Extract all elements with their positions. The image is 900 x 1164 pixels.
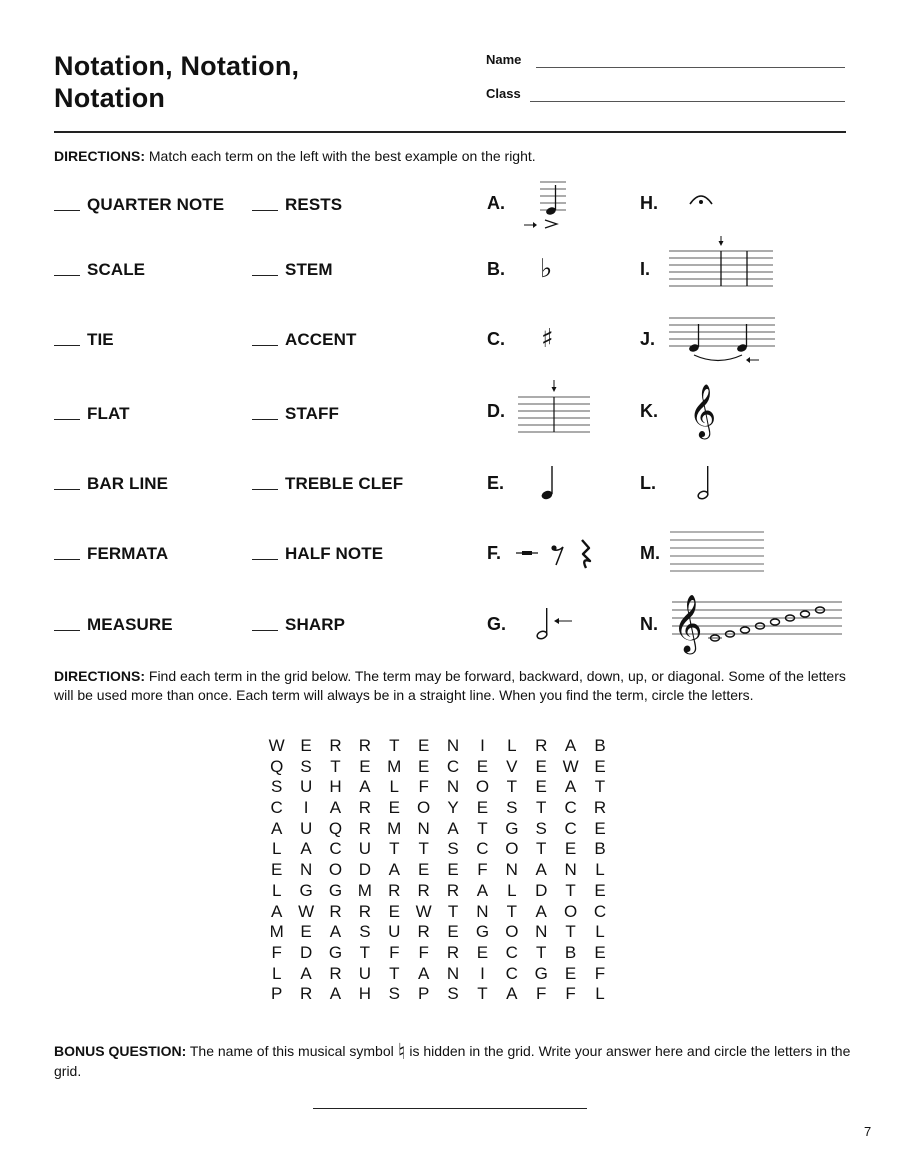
grid-letter[interactable]: E — [594, 942, 606, 962]
grid-letter[interactable]: T — [536, 798, 547, 818]
term-label: SCALE — [87, 260, 146, 279]
grid-letter[interactable]: S — [388, 984, 400, 1004]
grid-letter[interactable]: T — [594, 777, 606, 797]
bonus-text-after: is hidden in the grid. Write your answer here and circle the letters in the grid. — [54, 1043, 851, 1079]
grid-letter[interactable]: M — [387, 818, 402, 838]
grid-letter[interactable]: E — [417, 756, 430, 776]
quarter-note-icon — [540, 464, 560, 504]
grid-row — [262, 736, 615, 757]
grid-letter[interactable]: O — [475, 777, 490, 797]
grid-row — [262, 964, 615, 985]
sharp-icon: ♯ — [541, 324, 554, 354]
answer-blank[interactable] — [54, 559, 80, 560]
grid-letter[interactable]: C — [446, 756, 460, 776]
grid-letter[interactable]: A — [329, 798, 342, 818]
grid-letter[interactable]: N — [446, 963, 460, 983]
grid-letter[interactable]: A — [506, 984, 518, 1004]
grid-letter[interactable]: A — [329, 984, 342, 1004]
grid-letter[interactable]: A — [329, 922, 342, 942]
grid-letter[interactable]: R — [329, 901, 342, 921]
grid-letter[interactable]: E — [476, 798, 489, 818]
answer-blank[interactable] — [252, 419, 278, 420]
grid-letter[interactable]: S — [447, 839, 459, 859]
bar-line-example-icon — [667, 236, 777, 292]
grid-row — [262, 839, 615, 860]
answer-blank[interactable] — [252, 559, 278, 560]
grid-letter[interactable]: R — [446, 880, 460, 900]
word-search-grid[interactable] — [262, 736, 615, 1005]
half-note-icon — [696, 464, 716, 504]
grid-letter[interactable]: E — [594, 818, 606, 838]
grid-letter[interactable]: E — [594, 880, 606, 900]
grid-letter[interactable]: E — [535, 756, 547, 776]
grid-letter[interactable]: F — [389, 942, 400, 962]
class-label: Class — [486, 86, 521, 101]
answer-blank[interactable] — [54, 489, 80, 490]
grid-letter[interactable]: R — [329, 963, 342, 983]
grid-letter[interactable]: U — [388, 922, 401, 942]
grid-letter[interactable]: I — [480, 963, 485, 983]
term-label: SHARP — [285, 615, 346, 634]
name-label: Name — [486, 52, 522, 67]
term-item[interactable] — [252, 330, 356, 350]
grid-letter[interactable]: N — [535, 922, 548, 942]
grid-letter[interactable]: W — [298, 901, 315, 921]
title-line-2: Notation — [54, 83, 166, 113]
grid-letter[interactable]: E — [417, 736, 430, 755]
stem-example-icon — [534, 604, 578, 644]
grid-letter[interactable]: F — [565, 984, 576, 1004]
example-letter-k: K. — [640, 401, 658, 421]
grid-row — [262, 881, 615, 902]
grid-letter[interactable]: U — [358, 963, 371, 983]
example-letter-j: J. — [640, 329, 656, 349]
grid-letter[interactable]: R — [358, 901, 371, 921]
grid-letter[interactable]: A — [535, 860, 547, 880]
grid-letter[interactable]: E — [388, 901, 400, 921]
whole-rest-icon — [514, 543, 540, 565]
term-label: FERMATA — [87, 544, 169, 563]
page-title — [54, 50, 299, 114]
term-item[interactable] — [252, 404, 339, 424]
answer-blank[interactable] — [54, 419, 80, 420]
grid-letter[interactable]: M — [387, 756, 402, 776]
eighth-rest-icon — [550, 542, 566, 568]
grid-letter[interactable]: O — [328, 860, 343, 880]
grid-row — [262, 984, 615, 1005]
term-item[interactable] — [54, 260, 145, 280]
term-item[interactable] — [54, 404, 130, 424]
answer-blank[interactable] — [252, 630, 278, 631]
example-letter-g: G. — [487, 614, 507, 634]
grid-letter[interactable]: D — [299, 942, 313, 962]
term-label: ACCENT — [285, 330, 357, 349]
grid-letter[interactable]: A — [271, 818, 283, 838]
grid-row — [262, 819, 615, 840]
term-label: STAFF — [285, 404, 340, 423]
term-item[interactable] — [54, 615, 173, 635]
grid-letter[interactable]: T — [506, 901, 518, 921]
grid-row — [262, 777, 615, 798]
grid-letter[interactable]: I — [303, 798, 309, 818]
grid-letter[interactable]: E — [447, 860, 459, 880]
term-item[interactable] — [54, 330, 114, 350]
grid-letter[interactable]: A — [447, 818, 459, 838]
grid-letter[interactable]: L — [271, 963, 282, 983]
grid-letter[interactable]: O — [505, 922, 519, 942]
grid-letter[interactable]: A — [417, 963, 430, 983]
example-letter-a: A. — [487, 193, 505, 213]
name-line[interactable] — [536, 67, 845, 68]
grid-row — [262, 943, 615, 964]
grid-letter[interactable]: S — [359, 922, 371, 942]
grid-letter[interactable]: D — [535, 880, 548, 900]
svg-text:𝄞: 𝄞 — [673, 594, 703, 652]
grid-letter[interactable]: R — [358, 736, 371, 755]
measure-example-icon — [668, 528, 768, 574]
grid-letter[interactable]: E — [300, 736, 312, 755]
grid-letter[interactable]: C — [505, 963, 518, 983]
directions-word-search — [54, 667, 846, 705]
example-letter-n: N. — [640, 614, 658, 634]
grid-letter[interactable]: E — [594, 756, 606, 776]
grid-letter[interactable]: Q — [328, 818, 343, 838]
staff-example-icon — [516, 380, 594, 440]
grid-letter[interactable]: A — [388, 860, 400, 880]
term-item[interactable] — [54, 474, 168, 494]
grid-letter[interactable]: E — [417, 860, 430, 880]
grid-letter[interactable]: N — [476, 901, 489, 921]
answer-blank[interactable] — [54, 210, 80, 211]
grid-letter[interactable]: T — [565, 880, 576, 900]
grid-letter[interactable]: T — [359, 942, 371, 962]
grid-letter[interactable]: U — [358, 839, 371, 859]
grid-letter[interactable]: S — [506, 798, 518, 818]
grid-letter[interactable]: G — [475, 922, 490, 942]
grid-letter[interactable]: M — [357, 880, 372, 900]
class-line[interactable] — [530, 101, 845, 102]
example-letter-b: B. — [487, 259, 505, 279]
grid-letter[interactable]: C — [505, 942, 518, 962]
grid-row — [262, 798, 615, 819]
grid-letter[interactable]: E — [476, 756, 489, 776]
grid-letter[interactable]: P — [271, 984, 283, 1004]
grid-letter[interactable]: T — [418, 839, 429, 859]
directions-label: DIRECTIONS: — [54, 148, 145, 164]
grid-letter[interactable]: W — [415, 901, 432, 921]
grid-letter[interactable]: F — [418, 777, 429, 797]
grid-letter[interactable]: R — [299, 984, 313, 1004]
grid-letter[interactable]: R — [417, 922, 430, 942]
grid-letter[interactable]: E — [447, 922, 459, 942]
directions-matching — [54, 147, 846, 166]
term-item[interactable] — [252, 544, 383, 564]
scale-example-icon — [670, 592, 846, 650]
grid-letter[interactable]: A — [564, 777, 577, 797]
grid-letter[interactable]: V — [506, 756, 518, 776]
grid-letter[interactable]: R — [417, 880, 430, 900]
answer-blank[interactable] — [54, 345, 80, 346]
grid-letter[interactable]: A — [564, 736, 577, 755]
directions-label: DIRECTIONS: — [54, 668, 145, 684]
grid-letter[interactable]: N — [446, 777, 460, 797]
grid-letter[interactable]: B — [564, 942, 577, 962]
bonus-text-before: The name of this musical symbol — [186, 1043, 398, 1059]
name-field[interactable] — [486, 52, 521, 67]
grid-letter[interactable]: Y — [447, 798, 459, 818]
term-label: FLAT — [87, 404, 130, 423]
grid-letter[interactable]: R — [446, 942, 460, 962]
header-rule — [54, 131, 846, 133]
natural-icon: ♮ — [397, 1040, 406, 1065]
grid-letter[interactable]: G — [328, 942, 343, 962]
grid-letter[interactable]: T — [389, 839, 400, 859]
grid-letter[interactable]: U — [299, 777, 313, 797]
grid-letter[interactable]: G — [299, 880, 313, 900]
answer-blank[interactable] — [252, 275, 278, 276]
grid-letter[interactable]: E — [359, 756, 371, 776]
grid-letter[interactable]: O — [417, 798, 431, 818]
grid-letter[interactable]: T — [447, 901, 459, 921]
class-field[interactable] — [486, 86, 521, 101]
example-letter-e: E. — [487, 473, 505, 493]
grid-letter[interactable]: H — [358, 984, 371, 1004]
grid-letter[interactable]: F — [536, 984, 547, 1004]
answer-blank[interactable] — [252, 345, 278, 346]
grid-letter[interactable]: N — [446, 736, 460, 755]
grid-letter[interactable]: F — [594, 963, 606, 983]
example-letter-c: C. — [487, 329, 505, 349]
answer-blank[interactable] — [252, 489, 278, 490]
grid-letter[interactable]: L — [595, 984, 605, 1004]
grid-letter[interactable]: C — [270, 798, 283, 818]
answer-blank[interactable] — [54, 275, 80, 276]
grid-letter[interactable]: F — [271, 942, 282, 962]
grid-letter[interactable]: L — [595, 860, 605, 880]
term-label: HALF NOTE — [285, 544, 384, 563]
grid-letter[interactable]: R — [358, 798, 371, 818]
grid-row — [262, 860, 615, 881]
grid-letter[interactable]: L — [595, 922, 605, 942]
grid-letter[interactable]: R — [388, 880, 401, 900]
grid-letter[interactable]: T — [565, 922, 576, 942]
grid-letter[interactable]: N — [564, 860, 577, 880]
quarter-rest-icon — [575, 538, 597, 570]
term-label: RESTS — [285, 195, 343, 214]
term-item[interactable] — [252, 474, 403, 494]
grid-letter[interactable]: G — [505, 818, 519, 838]
grid-letter[interactable]: W — [268, 736, 285, 755]
grid-letter[interactable]: L — [507, 880, 517, 900]
grid-letter[interactable]: A — [359, 777, 371, 797]
grid-letter[interactable]: T — [389, 963, 400, 983]
grid-letter[interactable]: T — [536, 942, 547, 962]
grid-letter[interactable]: B — [594, 736, 606, 755]
answer-blank[interactable] — [54, 630, 80, 631]
grid-letter[interactable]: S — [300, 756, 312, 776]
directions-text: Match each term on the left with the best example on the right. — [145, 148, 536, 164]
grid-letter[interactable]: A — [535, 901, 547, 921]
accent-example-icon — [520, 180, 580, 230]
grid-letter[interactable]: F — [418, 942, 429, 962]
grid-letter[interactable]: E — [476, 942, 489, 962]
grid-letter[interactable]: M — [269, 922, 284, 942]
treble-clef-icon: 𝄞 — [689, 383, 717, 437]
grid-letter[interactable]: F — [477, 860, 488, 880]
grid-row — [262, 902, 615, 923]
grid-letter[interactable]: Q — [270, 756, 284, 776]
grid-letter[interactable]: E — [535, 777, 547, 797]
term-label: STEM — [285, 260, 333, 279]
grid-letter[interactable]: E — [271, 860, 283, 880]
example-letter-f: F. — [487, 543, 502, 563]
grid-letter[interactable]: N — [299, 860, 313, 880]
grid-letter[interactable]: E — [300, 922, 312, 942]
grid-letter[interactable]: O — [505, 839, 519, 859]
grid-letter[interactable]: R — [329, 736, 342, 755]
grid-letter[interactable]: P — [417, 984, 430, 1004]
grid-letter[interactable]: T — [536, 839, 547, 859]
term-item[interactable] — [252, 195, 342, 215]
example-letter-m: M. — [640, 543, 660, 563]
grid-letter[interactable]: H — [329, 777, 342, 797]
grid-row — [262, 757, 615, 778]
grid-letter[interactable]: L — [389, 777, 399, 797]
grid-letter[interactable]: S — [271, 777, 283, 797]
grid-letter[interactable]: E — [564, 839, 577, 859]
grid-letter[interactable]: C — [476, 839, 489, 859]
grid-letter[interactable]: U — [299, 818, 313, 838]
grid-letter[interactable]: S — [535, 818, 547, 838]
flat-icon: ♭ — [540, 254, 553, 284]
grid-letter[interactable]: T — [477, 818, 488, 838]
grid-letter[interactable]: R — [535, 736, 548, 755]
example-letter-d: D. — [487, 401, 505, 421]
grid-letter[interactable]: C — [329, 839, 342, 859]
term-label: BAR LINE — [87, 474, 169, 493]
grid-letter[interactable]: S — [447, 984, 459, 1004]
grid-letter[interactable]: C — [564, 798, 577, 818]
term-item[interactable] — [54, 195, 224, 215]
grid-letter[interactable]: T — [389, 736, 400, 755]
grid-letter[interactable]: T — [506, 777, 518, 797]
bonus-answer-line[interactable] — [313, 1108, 587, 1109]
example-letter-l: L. — [640, 473, 656, 493]
grid-letter[interactable]: C — [593, 901, 607, 921]
fermata-icon — [687, 190, 717, 210]
grid-letter[interactable]: L — [271, 839, 282, 859]
example-letter-h: H. — [640, 193, 658, 213]
term-label: QUARTER NOTE — [87, 195, 225, 214]
answer-blank[interactable] — [252, 210, 278, 211]
grid-letter[interactable]: N — [417, 818, 430, 838]
bonus-question — [54, 1042, 854, 1081]
grid-letter[interactable]: W — [562, 756, 579, 776]
grid-letter[interactable]: G — [328, 880, 343, 900]
grid-letter[interactable]: L — [271, 880, 282, 900]
example-letter-i: I. — [640, 259, 651, 279]
tie-example-icon — [667, 312, 779, 368]
directions-text: Find each term in the grid below. The term may be forward, backward, down, up, or diagonal. Some of the letters will be used more than once. Each term will always be in a straight line. When you find the term, circle the letters. — [54, 668, 846, 703]
term-item[interactable] — [252, 615, 345, 635]
grid-letter[interactable]: D — [358, 860, 371, 880]
grid-letter[interactable]: A — [476, 880, 489, 900]
term-label: TREBLE CLEF — [285, 474, 404, 493]
grid-row — [262, 922, 615, 943]
grid-letter[interactable]: E — [564, 963, 577, 983]
grid-letter[interactable]: C — [564, 818, 577, 838]
grid-letter[interactable]: L — [507, 736, 517, 755]
grid-letter[interactable]: A — [300, 839, 312, 859]
grid-letter[interactable]: R — [593, 798, 607, 818]
page-number: 7 — [864, 1124, 872, 1139]
grid-letter[interactable]: E — [388, 798, 400, 818]
grid-letter[interactable]: I — [480, 736, 485, 755]
title-line-1: Notation, Notation, — [54, 51, 300, 81]
grid-letter[interactable]: A — [271, 901, 283, 921]
grid-letter[interactable]: T — [477, 984, 488, 1004]
bonus-label: BONUS QUESTION: — [54, 1043, 187, 1059]
term-item[interactable] — [252, 260, 333, 280]
term-item[interactable] — [54, 544, 168, 564]
term-label: TIE — [87, 330, 114, 349]
grid-letter[interactable]: A — [300, 963, 312, 983]
term-label: MEASURE — [87, 615, 173, 634]
grid-letter[interactable]: R — [358, 818, 371, 838]
grid-letter[interactable]: T — [330, 756, 341, 776]
grid-letter[interactable]: G — [534, 963, 548, 983]
grid-letter[interactable]: B — [594, 839, 606, 859]
grid-letter[interactable]: N — [505, 860, 518, 880]
grid-letter[interactable]: O — [563, 901, 578, 921]
